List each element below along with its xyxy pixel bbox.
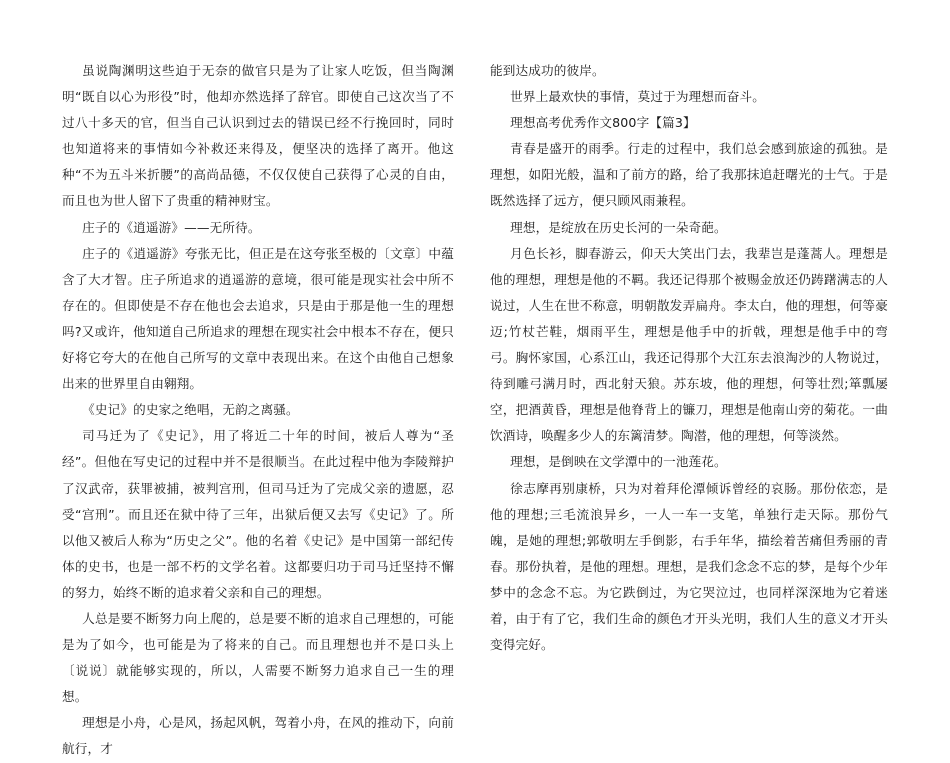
paragraph: 庄子的《逍遥游》——无所待。 — [82, 219, 261, 235]
paragraph: 司马迁为了《史记》，用了将近二十年的时间，被后人尊为“圣经”。但他在写史记的过程中并不是很顺当。在此过程中他为李陵辩护了汉武帝，获罪被捕，被判宫刑，但司马迁为了完成父亲的遗愿，忍受“宫刑”。而且还在狱中待了三年，出狱后便又去写《史记》了。所以他又被后人称为“历史之父”。他的名着《史记》是中国第一部纪传体的史书，也是一部不朽的文学名着。这都要归功于司马迁坚持不懈的努力，始终不断的追求着父亲和自己的理想。 — [62, 428, 454, 600]
paragraph: 虽说陶渊明这些迫于无奈的做官只是为了让家人吃饭，但当陶渊明“既自以心为形役”时，他却亦然选择了辞官。即使自己这次当了不过八十多天的官，但当自己认识到过去的错误已经不行挽回时，同时也知道将来的事情如今补救还来得及，便坚决的选择了离开。他这种“不为五斗米折腰”的高尚品德，不仅仅使自己获得了心灵的自由，而且也为世人留下了贵重的精神财宝。 — [62, 63, 454, 209]
paragraph: 世界上最欢快的事情，莫过于为理想而奋斗。 — [510, 89, 766, 105]
right-column — [490, 58, 888, 658]
paragraph: 理想是小舟，心是风，扬起风帆，驾着小舟，在风的推动下，向前航行，才 — [62, 715, 454, 757]
section-heading: 理想高考优秀作文800字【篇3】 — [510, 115, 696, 131]
paragraph: 月色长衫，脚春游云，仰天大笑出门去，我辈岂是蓬蒿人。理想是他的理想，理想是他的不羁。我还记得那个被赐金放还仍踌躇满志的人说过，人生在世不称意，明朝散发弄扁舟。李太白，他的理想，何等豪迈;竹杖芒鞋，烟雨平生，理想是他手中的折戟，理想是他手中的弯弓。胸怀家国，心系江山，我还记得那个大江东去浪淘沙的人物说过，待到雕弓满月时，西北射天狼。苏东坡，他的理想，何等壮烈;箪瓢屡空，把酒黄昏，理想是他脊背上的镰刀，理想是他南山旁的菊花。一曲饮酒诗，唤醒多少人的东篱清梦。陶潜，他的理想，何等淡然。 — [490, 245, 888, 444]
paragraph: 理想，是绽放在历史长河的一朵奇葩。 — [510, 219, 727, 235]
paragraph: 理想，是倒映在文学潭中的一池莲花。 — [510, 454, 727, 470]
paragraph: 人总是要不断努力向上爬的，总是要不断的追求自己理想的，可能是为了如今，也可能是为了将来的自己。而且理想也并不是口头上〔说说〕就能够实现的，所以，人需要不断努力追求自己一生的理想。 — [62, 610, 454, 705]
paragraph: 徐志摩再别康桥，只为对着拜伦潭倾诉曾经的哀肠。那份依恋，是他的理想;三毛流浪异乡，一人一车一支笔，单独行走天际。那份气魄，是她的理想;郭敬明左手倒影，右手年华，描绘着苦痛但秀丽的青春。那份执着，是他的理想。理想，是我们念念不忘的梦，是每个少年梦中的念念不忘。为它跌倒过，为它哭泣过，也同样深深地为它着迷着，由于有了它，我们生命的颜色才开头光明，我们人生的意义才开头变得完好。 — [490, 480, 888, 653]
paragraph-continuation: 能到达成功的彼岸。 — [490, 63, 605, 78]
paragraph: 《史记》的史家之绝唱，无韵之离骚。 — [82, 402, 299, 418]
left-column — [62, 58, 454, 763]
paragraph: 庄子的《逍遥游》夸张无比，但正是在这夸张至极的〔文章〕中蕴含了大才智。庄子所追求的逍遥游的意境，很可能是现实社会中所不存在的。但即使是不存在他也会去追求，只是由于那是他一生的理想吗?又或许，他知道自己所追求的理想在现实社会中根本不存在，便只好将它夸大的在他自己所写的文章中表现出来。在这个由他自己想象出来的世界里自由翱翔。 — [62, 245, 454, 392]
paragraph: 青春是盛开的雨季。行走的过程中，我们总会感到旅途的孤独。是理想，如阳光般，温和了前方的路，给了我那抹追赶曙光的士气。于是既然选择了远方，便只顾风雨兼程。 — [490, 141, 888, 209]
